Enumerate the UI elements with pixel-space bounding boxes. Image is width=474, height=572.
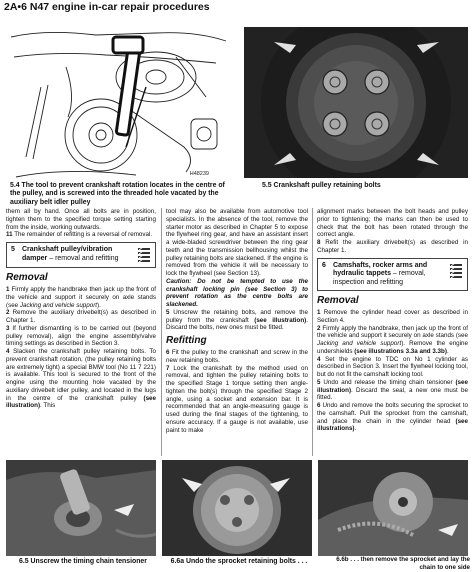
- paragraph: 7 Lock the crankshaft by the method used on removal, and tighten the pulley retaining bolts to the specified Stage 1 torque setting then angle-tighten the bolt(s) through the specified Stage 2 angle, using a socket and extension bar. It is recommended that an angle-measuring gauge is used during the final stages of the tightening, to ensure accuracy. If a gauge is not available, use paint to make: [166, 364, 308, 434]
- caption-number: 6.5: [19, 558, 29, 565]
- caption-number: 6.6b: [336, 556, 349, 563]
- paragraph: 5 Undo and release the timing chain tensioner (see illustration). Discard the seal, a new one must be fitted.: [317, 378, 468, 402]
- section-number: 6: [322, 261, 326, 269]
- paragraph: 6 Undo and remove the bolts securing the sprocket to the camshaft. Pull the sprocket from the camshaft, and place the chain in the cylinder head (see illustrations).: [317, 402, 468, 433]
- figure-6-6a-photo: [162, 460, 312, 556]
- caption-text: Unscrew the timing chain tensioner: [30, 558, 147, 565]
- sprocket-removed-photo: [318, 460, 468, 556]
- text-column-3: [317, 208, 468, 433]
- drawing-code: H48239: [189, 171, 209, 177]
- figure-6-5-photo: [6, 460, 156, 556]
- section-title: Camshafts, rocker arms and hydraulic tappets: [333, 261, 428, 277]
- caption-6-6a: [164, 558, 314, 566]
- section-subtitle: – removal, inspection and refitting: [333, 270, 426, 286]
- caption-6-5: [8, 558, 158, 566]
- section-number: 5: [11, 246, 15, 253]
- figure-5-4-drawing: [6, 27, 231, 180]
- pulley-photo: [244, 27, 468, 178]
- paragraph: 4 Slacken the crankshaft pulley retaining bolts. To prevent crankshaft rotation, (the pulley retaining bolts are extremely tight) a special BMW tool (No 11 7 221) is available. This tool is secured to the front of the engine using the mounting hole vacated by the auxiliary drivebelt idler pulley, and located in the lugs in the centre of the crankshaft pulley (see illustration). This: [6, 348, 156, 410]
- removal-heading: Removal: [317, 295, 359, 306]
- caption-number: 5.5: [262, 182, 272, 189]
- caption-number: 6.6a: [170, 558, 185, 565]
- paragraph: 1 Firmly apply the handbrake then jack up the front of the vehicle and support it securely on axle stands (see Jacking and vehicle support).: [6, 286, 156, 309]
- paragraph: 8 Refit the auxiliary drivebelt(s) as described in Chapter 1.: [317, 239, 468, 254]
- caption-5-5: [262, 182, 468, 190]
- section-6-heading-box: [317, 258, 468, 292]
- figure-5-5-photo: [244, 27, 468, 178]
- paragraph: 6 Fit the pulley to the crankshaft and screw in the new retaining bolts.: [166, 349, 308, 364]
- caption-number: 5.4: [10, 182, 20, 189]
- text-column-2: [166, 208, 308, 434]
- paragraph: tool may also be available from automotive tool specialists. In the absence of the tool, remove the starter motor as described in Chapter 5 to expose the flywheel ring gear, and have an assistant insert a wide-bladed screwdriver between the ring gear teeth and the transmission bellhousing whilst the pulley retaining bolts are slackened. If the engine is removed from the vehicle it will be necessary to lock the flywheel (see Section 13).: [166, 208, 308, 277]
- caption-5-4: [10, 182, 234, 207]
- section-subtitle: – removal and refitting: [49, 254, 119, 262]
- paragraph: 11 The remainder of refitting is a reversal of removal.: [6, 231, 153, 239]
- paragraph: them all by hand. Once all bolts are in position, tighten them to the specified torque setting starting from the inside, working outwards.: [6, 208, 156, 231]
- page-header: [4, 1, 210, 14]
- caption-text: Undo the sprocket retaining bolts . . .: [185, 558, 308, 565]
- paragraph: 4 Set the engine to TDC on No 1 cylinder as described in Section 3. Insert the flywheel locking tool, but do not fit the camshaft locking tool.: [317, 355, 468, 378]
- difficulty-rating-icon: [449, 262, 463, 280]
- difficulty-rating-icon: [137, 246, 151, 264]
- paragraph: 2 Firmly apply the handbrake, then jack up the front of the vehicle and support it securely on axle stands (see Jacking and vehicle support). Remove the engine undershields (see illustrations 3.3a and 3.3b).: [317, 324, 468, 355]
- paragraph: 5 Unscrew the retaining bolts, and remove the pulley from the crankshaft (see illustration). Discard the bolts, new ones must be fitted.: [166, 308, 308, 332]
- sprocket-bolts-photo: [162, 460, 312, 556]
- removal-heading: Removal: [6, 272, 48, 283]
- refitting-heading: Refitting: [166, 335, 207, 346]
- page-ref: 2A•6: [4, 1, 27, 13]
- column-divider: [161, 208, 162, 456]
- column-divider: [312, 208, 313, 456]
- caption-text: Crankshaft pulley retaining bolts: [273, 182, 381, 189]
- paragraph: 3 If further dismantling is to be carried out (beyond pulley removal), align the engine assembly/valve timing settings as described in Section 3.: [6, 324, 156, 348]
- paragraph: alignment marks between the bolt heads and pulley prior to tightening; the marks can then be used to check that the bolt has been rotated through the correct angle.: [317, 208, 468, 239]
- figure-6-6b-photo: [318, 460, 468, 556]
- tool-drawing: [6, 27, 231, 180]
- section-5-heading-box: [6, 242, 156, 268]
- paragraph: 2 Remove the auxiliary drivebelt(s) as described in Chapter 1.: [6, 309, 156, 324]
- text-column-1: [6, 208, 156, 410]
- paragraph: 1 Remove the cylinder head cover as described in Section 4.: [317, 309, 469, 324]
- tensioner-photo: [6, 460, 156, 556]
- section-title: Crankshaft pulley/vibration damper: [22, 246, 113, 262]
- caption-text: The tool to prevent crankshaft rotation locates in the centre of the pulley, and is screwed into the threaded hole vacated by the auxiliary belt idler pulley: [10, 182, 225, 206]
- caption-text: . . . then remove the sprocket and lay the chain to one side: [350, 556, 470, 571]
- caution-paragraph: Caution: Do not be tempted to use the crankshaft locking pin (see Section 3) to prevent rotation as the centre bolts are slackened.: [166, 277, 308, 308]
- page-title: N47 engine in-car repair procedures: [29, 1, 210, 13]
- caption-6-6b: [320, 556, 470, 571]
